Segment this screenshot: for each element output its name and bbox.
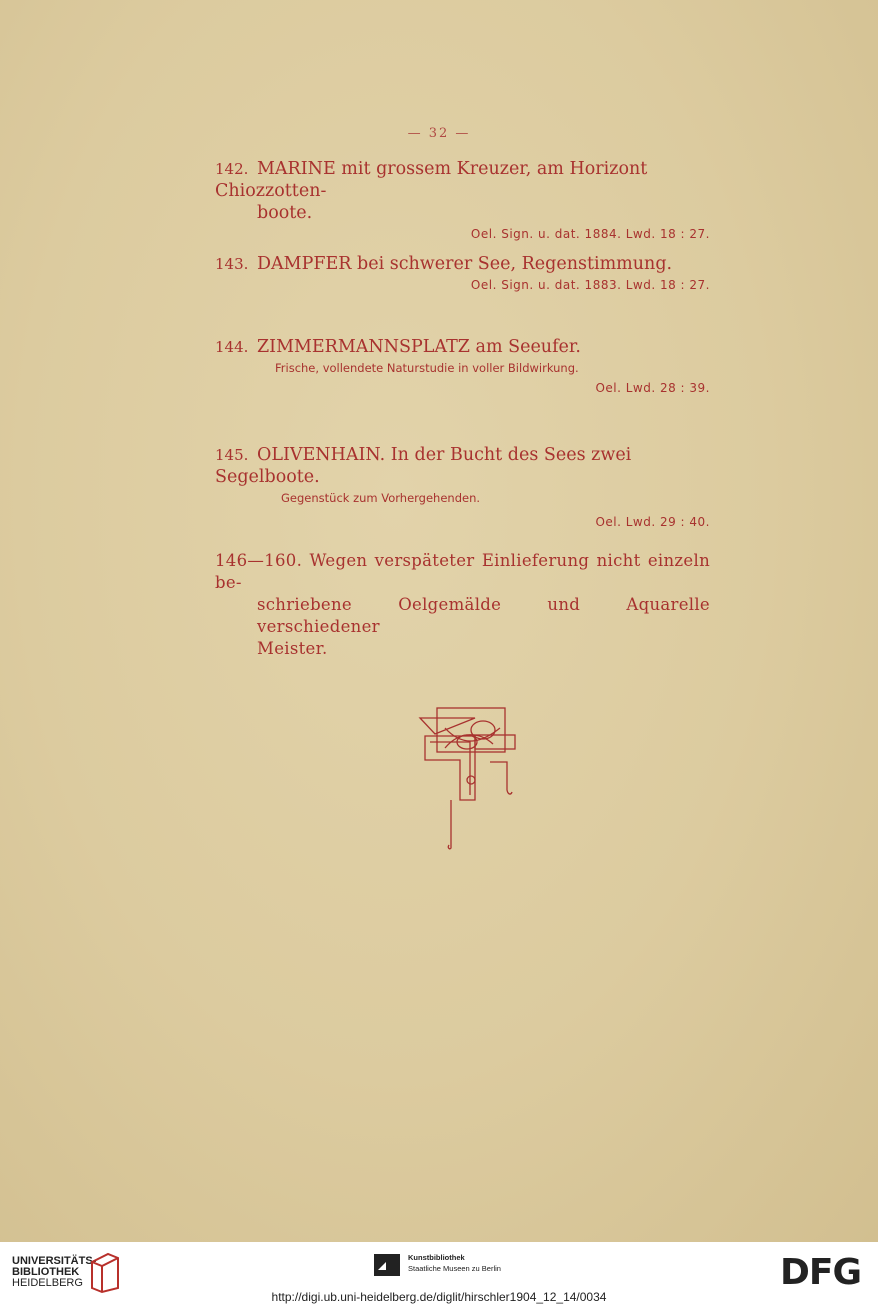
paragraph-line: schriebene Oelgemälde und Aquarelle verschiedener xyxy=(257,595,710,636)
entry-title: ZIMMERMANNSPLATZ xyxy=(257,337,470,357)
paragraph-line: Meister. xyxy=(257,639,328,658)
catalog-entry-144 xyxy=(215,336,710,398)
entry-meta: Oel. Lwd. 28 : 39. xyxy=(595,381,710,395)
entry-number: 142. xyxy=(215,160,249,178)
printer-vignette-ornament xyxy=(415,700,525,850)
catalog-entry-145 xyxy=(215,444,710,532)
entry-number: 144. xyxy=(215,338,249,356)
entry-title: OLIVENHAIN. xyxy=(257,445,386,465)
university-library-label xyxy=(12,1256,96,1289)
entry-subtitle: Frische, vollendete Naturstudie in voller Bildwirkung. xyxy=(275,361,579,375)
kunstbibliothek-subname: Staatliche Museen zu Berlin xyxy=(408,1264,501,1273)
kunstbibliothek-label xyxy=(408,1252,501,1274)
dfg-logo: DFG xyxy=(780,1252,862,1293)
university-line: UNIVERSITÄTS- xyxy=(12,1255,97,1267)
kunstbibliothek-logo-icon xyxy=(374,1254,400,1276)
entry-meta: Oel. Lwd. 29 : 40. xyxy=(595,515,710,529)
entry-title-line xyxy=(215,158,710,202)
kunstbibliothek-name: Kunstbibliothek xyxy=(408,1253,465,1262)
paragraph-line: 146—160. Wegen verspäteter Einlieferung nicht einzeln be- xyxy=(215,551,710,592)
university-line: HEIDELBERG xyxy=(12,1277,83,1289)
final-paragraph xyxy=(215,550,710,660)
entry-number: 145. xyxy=(215,446,249,464)
page-number: — 32 — xyxy=(407,126,471,141)
entry-description: bei schwerer See, Regenstimmung. xyxy=(351,254,673,274)
entry-description: am Seeufer. xyxy=(469,337,581,357)
entry-meta: Oel. Sign. u. dat. 1884. Lwd. 18 : 27. xyxy=(470,227,710,241)
source-url[interactable]: http://digi.ub.uni-heidelberg.de/diglit/hirschler1904_12_14/0034 xyxy=(271,1290,607,1304)
entry-title: DAMPFER xyxy=(257,254,352,274)
entry-number: 143. xyxy=(215,255,249,273)
entry-title-line xyxy=(215,336,710,358)
entry-subtitle: Gegenstück zum Vorhergehenden. xyxy=(281,491,481,505)
footer xyxy=(0,1242,878,1305)
entry-title: MARINE xyxy=(257,159,336,179)
entry-meta: Oel. Sign. u. dat. 1883. Lwd. 18 : 27. xyxy=(470,278,710,292)
entry-title-line xyxy=(215,444,710,488)
university-logo-icon xyxy=(88,1250,122,1294)
entry-title-line xyxy=(215,253,710,275)
catalog-entry-142 xyxy=(215,158,710,244)
university-line: BIBLIOTHEK xyxy=(12,1266,80,1278)
catalog-entry-143 xyxy=(215,253,710,295)
entry-description: mit grossem Kreuzer, am Horizont Chiozzotten- xyxy=(215,159,648,201)
entry-description: In der Bucht des Sees zwei Segelboote. xyxy=(215,445,632,487)
entry-continuation: boote. xyxy=(257,203,313,223)
